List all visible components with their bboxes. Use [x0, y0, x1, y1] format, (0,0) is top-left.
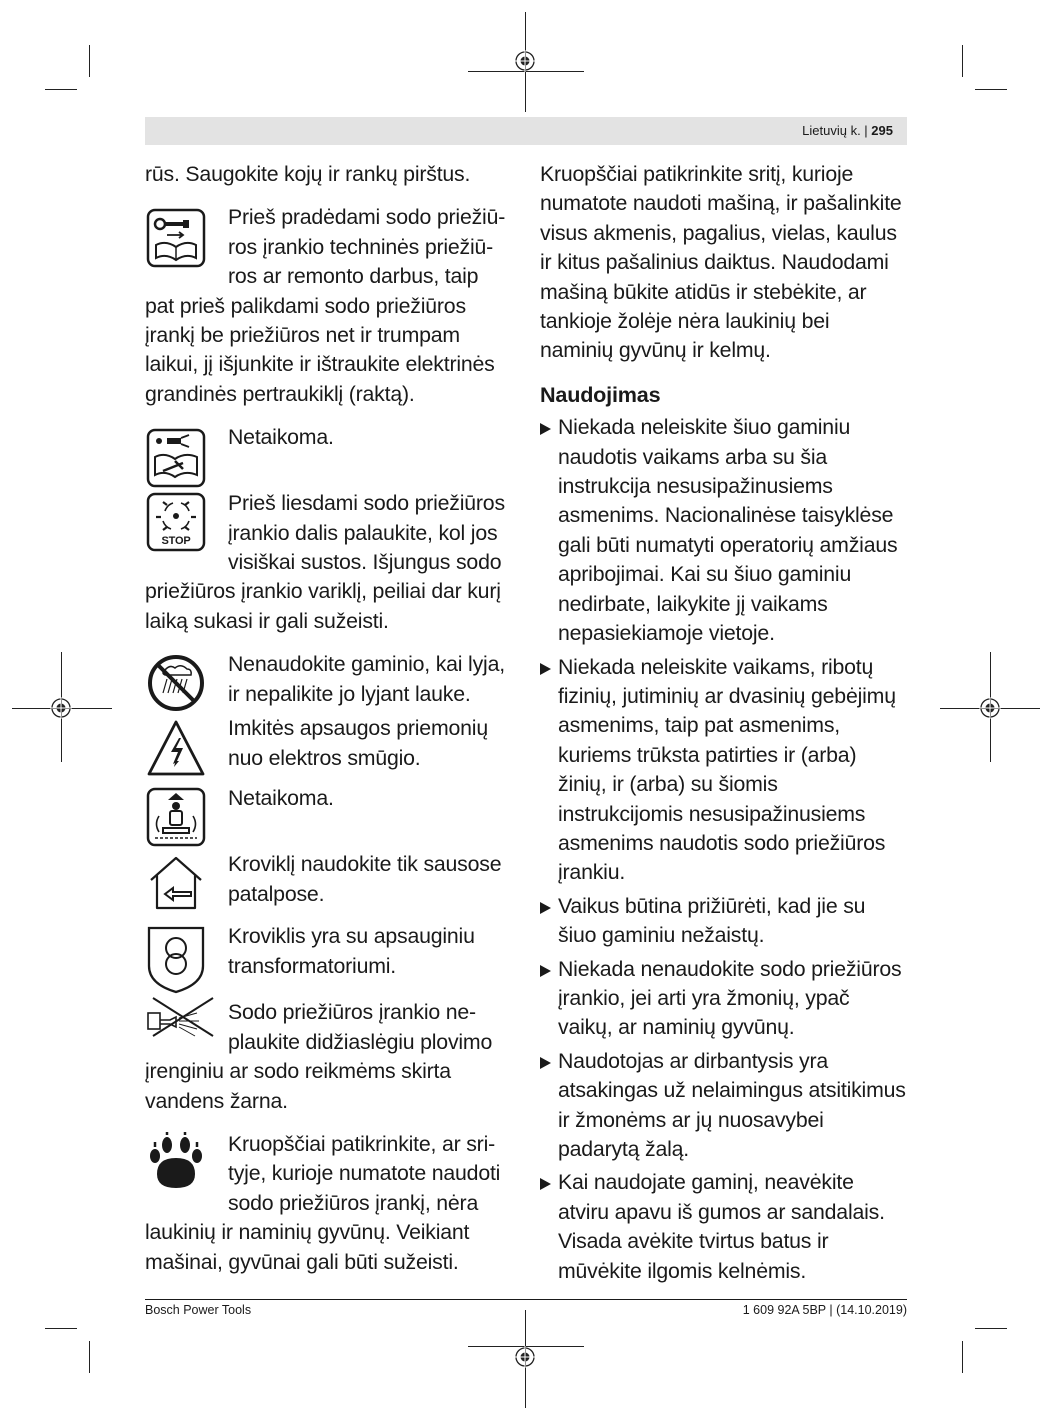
bullet-text: Vaikus būtina prižiūrėti, kad jie su šiuo gaminiu nežaistų.: [558, 893, 866, 948]
footer-divider: [145, 1299, 907, 1300]
bullet-triangle-icon: [540, 663, 551, 675]
crop-mark: [89, 1341, 90, 1373]
crop-mark: [975, 1328, 1007, 1329]
registration-mark-icon: [514, 1346, 536, 1368]
symbol-text: Imkitės apsaugos priemonių nuo elektros smūgio.: [228, 716, 488, 770]
bullet-triangle-icon: [540, 423, 551, 435]
symbol-row: [145, 1130, 511, 1277]
no-pressure-washer-icon: [145, 996, 207, 1038]
right-column: [540, 160, 906, 1290]
bullet-item: [540, 955, 906, 1043]
symbol-text-continued: pat prieš palikdami sodo priežiūros įrankį be priežiūros net ir trumpam laikui, jį išjunkite ir ištraukite elektrinės grandinės pertraukiklį (raktą).: [145, 293, 495, 406]
symbol-text-continued: laukinių ir naminių gyvūnų. Veikiant mašinai, gyvūnai gali būti sužeisti.: [145, 1220, 470, 1274]
crop-mark: [975, 89, 1007, 90]
symbol-row: [145, 784, 511, 850]
maintenance-manual-icon: [145, 207, 207, 269]
symbol-text: Netaikoma.: [228, 786, 334, 811]
bullet-text: Kai naudojate gaminį, neavėkite atviru apavu iš gumos ar sandalais. Visada avėkite tvirtus batus ir mūvėkite ilgomis kelnėmis.: [558, 1170, 885, 1283]
symbol-row: [145, 423, 511, 489]
symbol-row: [145, 998, 511, 1116]
symbol-text: Prieš liesdami sodo priežiūros įrankio dalis palaukite, kol jos visiškai sustos. Išjungus sodo: [228, 491, 505, 575]
bullet-triangle-icon: [540, 902, 551, 914]
bullet-text: Naudotojas ar dirbantysis yra atsakingas už nelaimingus atsitikimus ir žmonėms ar jų nuosavybei padarytą žalą.: [558, 1048, 906, 1161]
crop-mark: [962, 45, 963, 77]
operator-seat-icon: [145, 786, 207, 848]
bullet-triangle-icon: [540, 1178, 551, 1190]
symbol-text: Sodo priežiūros įrankio ne- plaukite didžiaslėgiu plovimo: [228, 1000, 493, 1054]
symbol-text-continued: įrenginiu ar sodo reikmėms skirta vandens žarna.: [145, 1059, 451, 1113]
electric-shock-warning-icon: [145, 718, 207, 780]
symbol-text-continued: priežiūros įrankio variklį, peiliai dar kurį laiką sukasi ir gali sužeisti.: [145, 579, 501, 633]
header-label: [802, 123, 893, 138]
safety-transformer-icon: [145, 924, 207, 994]
bullet-text: Niekada nenaudokite sodo priežiūros įrankio, jei arti yra žmonių, ypač vaikų, ar naminių gyvūnų.: [558, 956, 902, 1040]
indoor-charger-icon: [145, 852, 207, 914]
symbol-text: Prieš pradėdami sodo priežiū- ros įrankio techninės priežiū- ros ar remonto darbus, taip: [228, 205, 506, 289]
symbol-row: [145, 714, 511, 784]
symbol-row: [145, 850, 511, 922]
bullet-item: [540, 1047, 906, 1165]
animal-paw-icon: [145, 1132, 207, 1194]
page-header: [145, 117, 907, 145]
symbol-text: Netaikoma.: [228, 425, 334, 450]
footer-doc-id: 1 609 92A 5BP | (14.10.2019): [742, 1303, 907, 1317]
bullet-triangle-icon: [540, 965, 551, 977]
header-language: Lietuvių k. |: [802, 123, 872, 138]
intro-text: rūs. Saugokite kojų ir rankų pirštus.: [145, 162, 471, 186]
symbol-text: Kroviklis yra su apsauginiu transformatoriumi.: [228, 924, 475, 978]
symbol-text: Nenaudokite gaminio, kai lyja, ir nepalikite jo lyjant lauke.: [228, 652, 505, 706]
registration-mark-icon: [50, 697, 72, 719]
bullet-item: [540, 892, 906, 951]
symbol-text: Kruopščiai patikrinkite, ar sri- tyje, kurioje numatote naudoti sodo priežiūros įrankį, nėra: [228, 1131, 501, 1215]
bullet-item: [540, 413, 906, 648]
bullet-text: Niekada neleiskite vaikams, ribotų fizinių, jutiminių ar dvasinių gebėjimų asmenims, taip pat asmenims, kuriems trūksta patirties ir (arba) žinių, ir (arba) su šiomis instrukcijomis nesusipažinusiems asmenims naudotis sodo priežiūros įrankiu.: [558, 654, 896, 885]
crop-mark: [45, 1328, 77, 1329]
symbol-text: Kroviklį naudokite tik sausose patalpose.: [228, 852, 502, 906]
crop-mark: [45, 89, 77, 90]
crop-mark: [962, 1341, 963, 1373]
registration-mark-icon: [979, 697, 1001, 719]
registration-mark-icon: [514, 50, 536, 72]
footer-brand: Bosch Power Tools: [145, 1303, 252, 1317]
intro-paragraph: Kruopščiai patikrinkite sritį, kurioje numatote naudoti mašiną, ir pašalinkite visus akmenis, pagalius, vielas, kaulus ir kitus pašalinius daiktus. Naudodami mašiną būkite atidūs ir stebėkite, ar tankioje žolėje nėra laukinių bei naminių gyvūnų ir kelmų.: [540, 162, 902, 363]
symbol-row: [145, 203, 511, 409]
bullet-triangle-icon: [540, 1057, 551, 1069]
symbol-row: [145, 922, 511, 998]
symbol-row: [145, 650, 511, 714]
symbol-row: [145, 489, 511, 636]
no-rain-icon: [145, 652, 207, 714]
stop-rotating-blades-icon: [145, 491, 207, 553]
bullet-item: [540, 1168, 906, 1286]
bullet-item: [540, 653, 906, 888]
left-column: [145, 160, 511, 1277]
page-number: 295: [871, 123, 893, 138]
bullet-text: Niekada neleiskite šiuo gaminiu naudotis vaikams arba su šia instrukcija nesusipažinusiems asmenims. Nacionalinėse taisyklėse gali būti numatyti operatorių amžiaus apribojimai. Kai su šiuo gaminiu nedirbate, laikykite jį vaikams nepasiekiamoje vietoje.: [558, 415, 898, 646]
section-heading: Naudojimas: [540, 381, 661, 407]
tool-manual-icon: [145, 427, 207, 489]
svg-text:STOP: STOP: [161, 535, 191, 548]
crop-mark: [89, 45, 90, 77]
